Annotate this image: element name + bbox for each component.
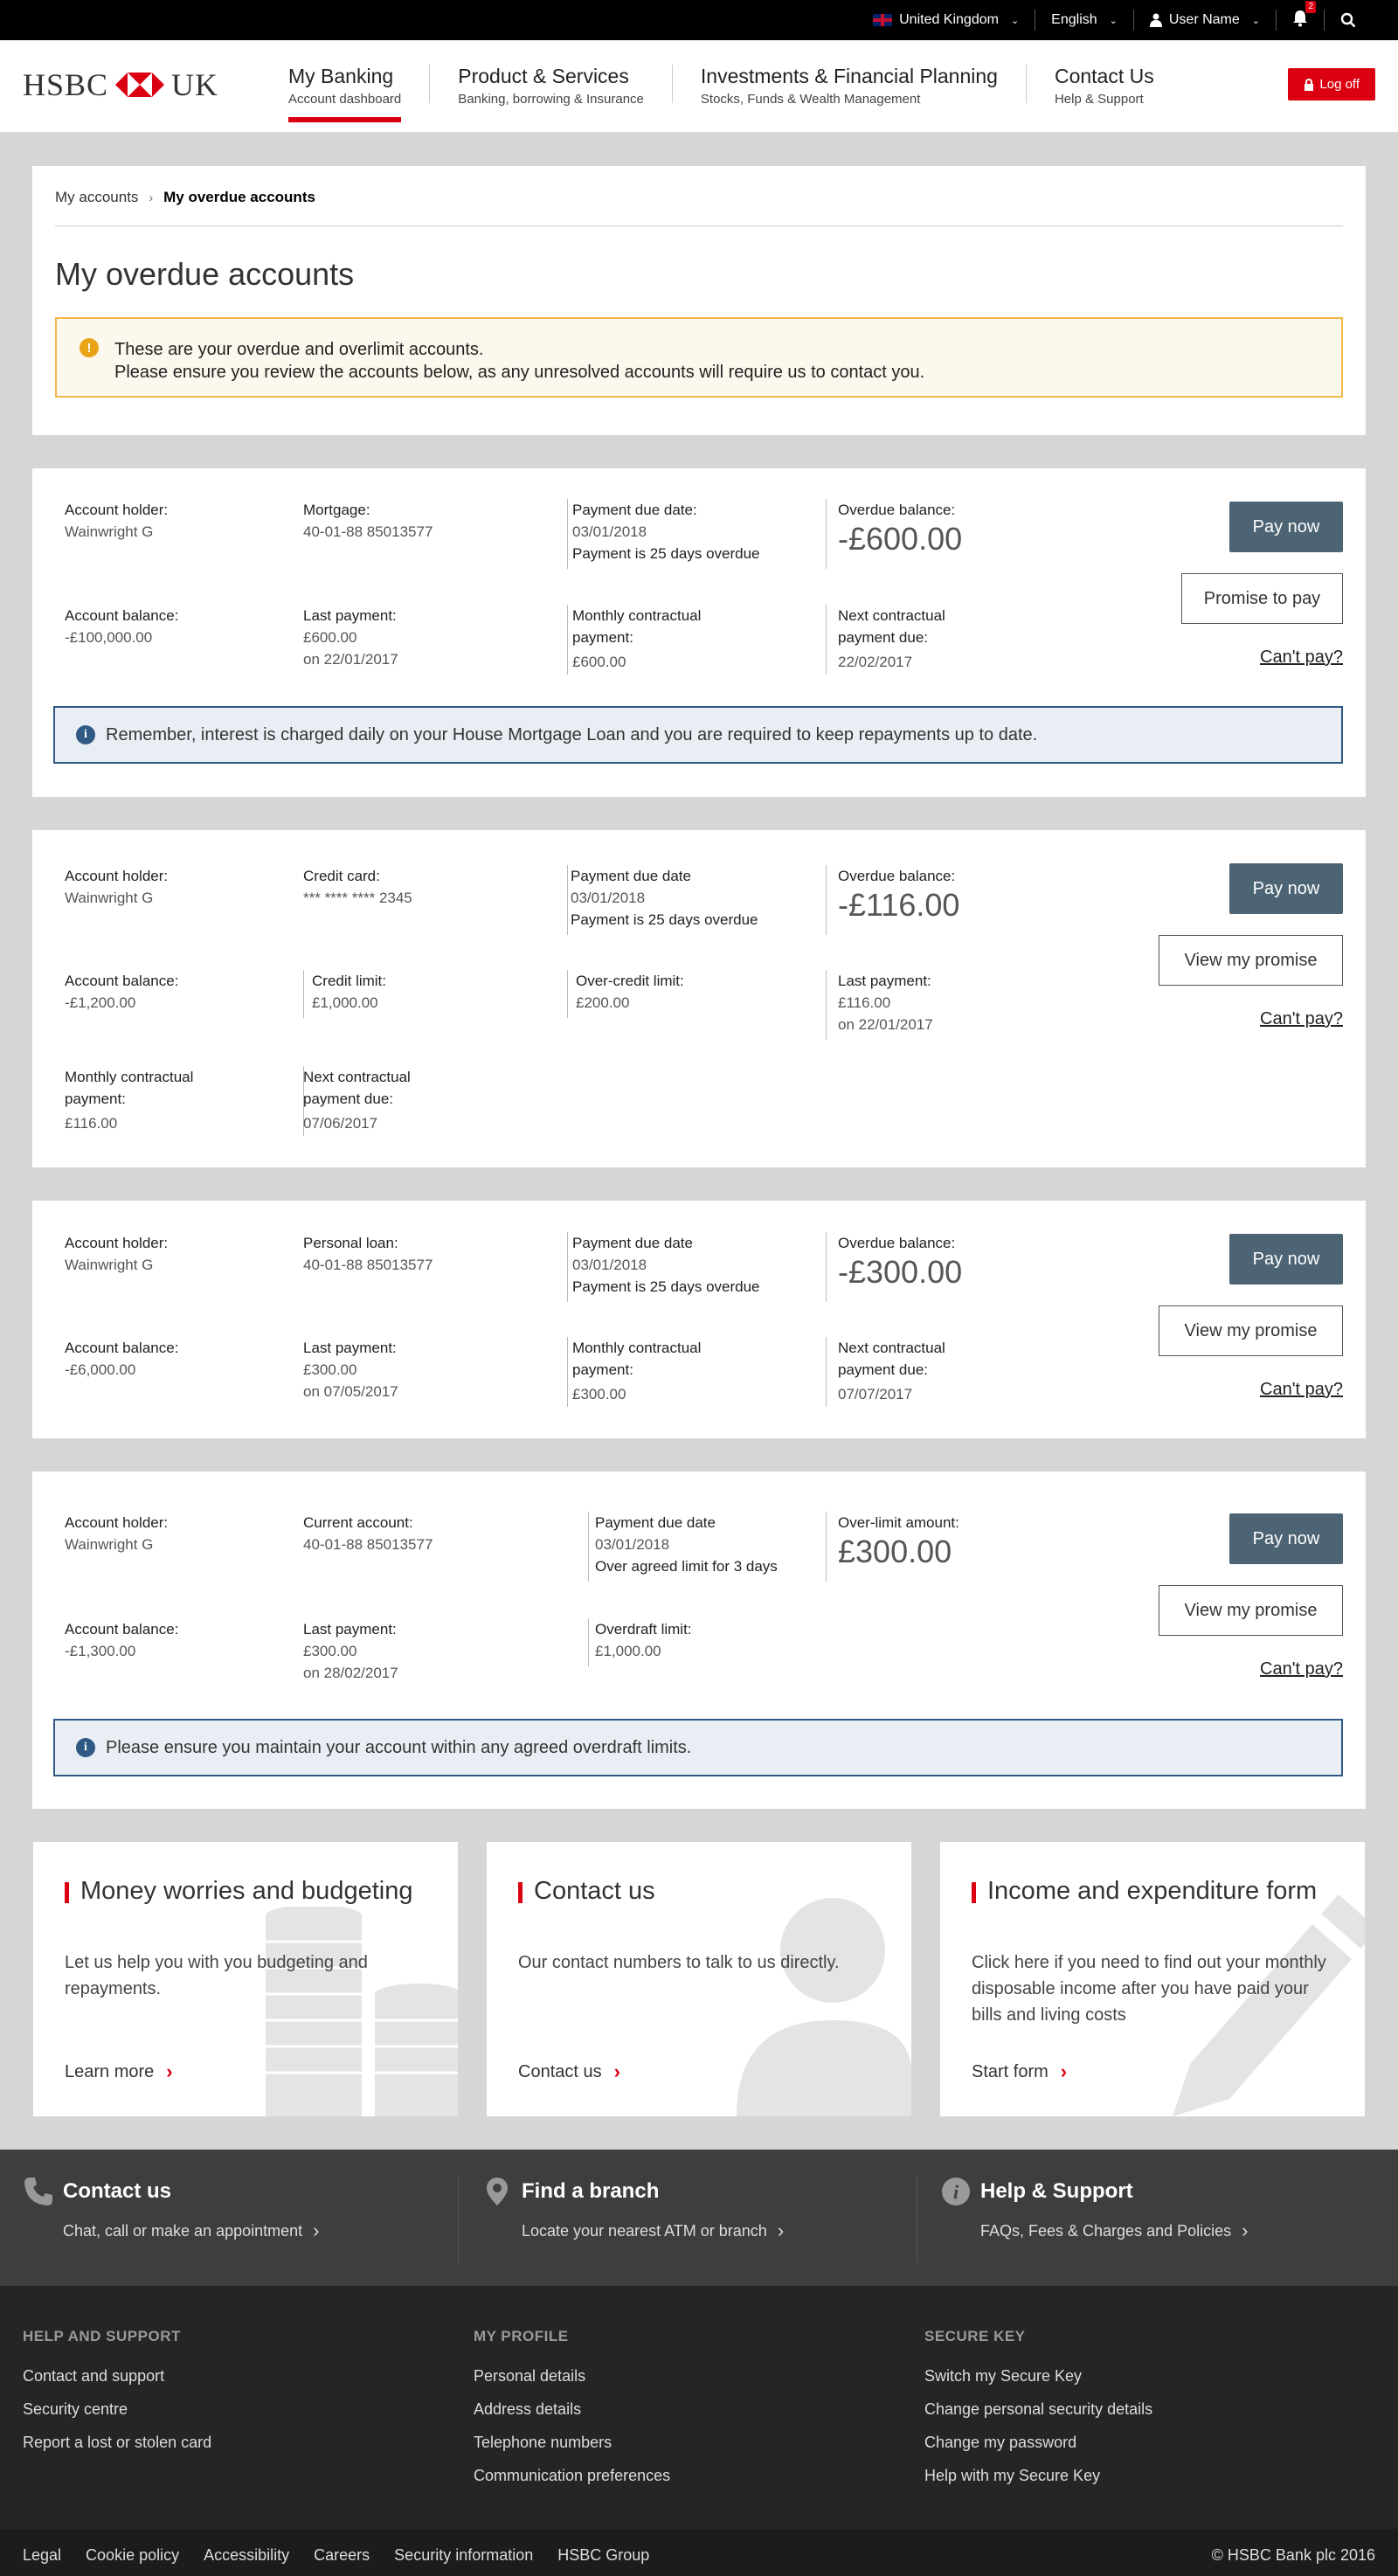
nav-products-services[interactable] [430,65,673,107]
account-card-current-account [32,1472,1366,1809]
logo-text-hsbc: HSBC [23,67,109,102]
user-name-label: User Name [1168,12,1240,27]
warning-line-2: Please ensure you review the accounts below, as any unresolved accounts will require us to contact you. [114,363,925,382]
user-icon [1150,13,1162,27]
field-value: 03/01/2018 [572,1257,647,1273]
field-label: Over-credit limit: [576,973,684,989]
hexagon-logo-icon [115,73,164,97]
pay-now-button[interactable]: Pay now [1229,502,1343,552]
field-label: Next contractual payment due: [303,1069,411,1107]
footer-col-my-profile [474,2328,924,2529]
footer-col-title: SECURE KEY [924,2328,1026,2344]
field-value: -£1,300.00 [65,1643,136,1659]
nav-title: Investments & Financial Planning [700,65,998,87]
promo-income-expenditure [940,1842,1365,2116]
info-text: Remember, interest is charged daily on your House Mortgage Loan and you are required to keep repayments up to date. [106,724,1038,744]
nav-title: Contact Us [1054,65,1154,87]
divider [303,970,304,1018]
field-label: Mortgage: [303,502,370,518]
account-card-personal-loan [32,1201,1366,1438]
divider [567,605,568,675]
field-label: Overdue balance: [838,1235,956,1251]
person-illustration-icon [737,1898,911,2116]
field-label: Payment due date [571,868,691,884]
search-icon [1340,12,1356,28]
field-value: £1,000.00 [312,994,378,1011]
field-value: Wainwright G [65,523,154,540]
divider [567,1232,568,1302]
language-selector[interactable] [1035,10,1134,31]
uk-flag-icon [873,14,892,26]
location-pin-icon [481,2176,513,2207]
field-value: Wainwright G [65,890,154,906]
field-value: 03/01/2018 [595,1536,670,1553]
field-value: 40-01-88 85013577 [303,523,433,540]
pay-now-button[interactable]: Pay now [1229,1513,1343,1564]
page-title: My overdue accounts [55,256,355,292]
logo-text-uk: UK [171,67,219,102]
breadcrumb-current: My overdue accounts [163,189,315,205]
view-my-promise-button[interactable]: View my promise [1159,1585,1343,1636]
payment-due-field [595,1512,778,1577]
info-banner [53,706,1343,764]
chevron-right-icon: › [313,2219,320,2241]
footer-col-title: HELP AND SUPPORT [23,2328,181,2344]
language-label: English [1051,12,1097,27]
field-value: 22/02/2017 [838,654,913,670]
footer-quick-sub: FAQs, Fees & Charges and Policies [980,2221,1232,2240]
promo-contact-us [487,1842,911,2116]
field-label: Account holder: [65,1514,169,1531]
info-icon [940,2176,972,2207]
account-card-mortgage [32,468,1366,797]
footer-legal-link[interactable]: HSBC Group [557,2545,650,2564]
field-value: £116.00 [65,1115,118,1132]
field-value: 03/01/2018 [571,890,646,906]
field-value: 03/01/2018 [572,523,647,540]
pay-now-button[interactable]: Pay now [1229,863,1343,914]
warning-banner [55,317,1343,398]
footer-help-support[interactable] [917,2176,1375,2263]
footer-link[interactable]: Report a lost or stolen card [23,2434,212,2451]
learn-more-link[interactable] [65,2060,173,2083]
account-holder-field [65,499,168,543]
footer-link[interactable]: Change my password [924,2434,1077,2451]
footer-col-help-support [23,2328,474,2529]
promo-title: Money worries and budgeting [65,1877,426,1906]
overdue-balance-field [838,1232,962,1291]
field-label: Account holder: [65,502,169,518]
main-content [0,133,1398,2150]
field-value: £300.00 [303,1643,357,1659]
account-holder-field [65,1512,168,1555]
footer-link[interactable]: Contact and support [23,2367,165,2385]
nav-investments[interactable] [673,65,1027,107]
last-payment-field [303,1337,398,1402]
field-value: £300.00 [303,1361,357,1378]
footer-quick-title: Help & Support [980,2179,1133,2203]
country-selector[interactable] [857,10,1035,31]
footer-link[interactable]: Telephone numbers [474,2434,612,2451]
footer-quick-links [0,2150,1398,2286]
cant-pay-link[interactable]: Can't pay? [1260,1009,1343,1028]
footer-legal-link[interactable]: Security information [394,2545,534,2564]
payment-due-field [572,499,760,564]
start-form-link[interactable] [972,2060,1067,2083]
divider [826,1337,827,1407]
breadcrumb [55,189,1343,226]
field-extra: on 22/01/2017 [838,1016,933,1033]
field-value: 40-01-88 85013577 [303,1257,433,1273]
promo-text: Our contact numbers to talk to us directly. [518,1953,840,1972]
divider [826,1512,827,1582]
overdue-amount: -£600.00 [838,521,963,557]
nav-title: Product & Services [458,65,629,87]
divider [826,605,827,675]
divider [588,1618,589,1666]
field-value: £300.00 [572,1386,626,1402]
padlock-icon [1304,79,1314,91]
field-label: Last payment: [303,607,397,624]
field-value: £1,000.00 [595,1643,661,1659]
link-label: Contact us [518,2061,602,2081]
footer-link[interactable]: Communication preferences [474,2467,671,2484]
last-payment-field [303,1618,398,1684]
field-label: Next contractual payment due: [838,607,945,646]
log-off-button[interactable] [1288,68,1375,100]
field-label: Over-limit amount: [838,1514,959,1531]
breadcrumb-my-accounts[interactable]: My accounts [55,189,139,205]
overdue-amount: -£300.00 [838,1254,963,1290]
over-credit-limit-field [576,970,684,1014]
last-payment-field [303,605,398,670]
field-value: £200.00 [576,994,630,1011]
main-navigation [267,65,1182,107]
link-label: Learn more [65,2061,155,2081]
account-balance-field [65,605,178,648]
divider [588,1512,589,1582]
next-payment-field [838,1337,986,1405]
field-label: Account balance: [65,1340,179,1356]
card-number-field [303,865,412,909]
intro-card [32,166,1366,435]
promise-to-pay-button[interactable]: Promise to pay [1181,573,1343,624]
field-label: Last payment: [838,973,931,989]
chevron-right-icon: › [1242,2219,1249,2241]
monthly-payment-field [65,1066,231,1134]
field-extra: on 07/05/2017 [303,1383,398,1400]
view-my-promise-button[interactable]: View my promise [1159,935,1343,986]
promo-title: Income and expenditure form [972,1877,1333,1906]
info-banner [53,1719,1343,1776]
chevron-right-icon: › [166,2060,173,2082]
nav-subtitle: Stocks, Funds & Wealth Management [700,92,921,107]
last-payment-field [838,970,933,1035]
nav-subtitle: Banking, borrowing & Insurance [458,92,644,107]
field-label: Overdraft limit: [595,1621,692,1638]
loan-number-field [303,1232,433,1276]
promo-text: Let us help you with you budgeting and repayments. [65,1953,368,1998]
divider [826,970,827,1040]
footer-legal-bar [0,2529,1398,2576]
over-limit-amount-field [838,1512,959,1570]
field-value: -£6,000.00 [65,1361,136,1378]
divider [567,865,568,935]
chevron-right-icon: › [777,2219,785,2241]
notifications-button[interactable] [1277,1,1325,31]
account-card-credit-card [32,830,1366,1167]
footer-col-title: MY PROFILE [474,2328,569,2344]
notification-count-badge: 2 [1305,1,1316,13]
cant-pay-link[interactable]: Can't pay? [1260,647,1343,667]
field-value: Wainwright G [65,1536,154,1553]
chevron-down-icon: ⌄ [1010,15,1020,26]
divider [567,970,568,1018]
field-label: Payment due date [595,1514,716,1531]
nav-subtitle: Account dashboard [288,92,402,107]
footer-legal-link[interactable]: Legal [23,2545,62,2564]
country-label: United Kingdom [899,12,999,27]
coins-illustration-icon [266,1907,458,2116]
field-label: Account balance: [65,1621,179,1638]
field-value: £600.00 [572,654,626,670]
monthly-payment-field [572,1337,747,1405]
copyright: © HSBC Bank plc 2016 [1211,2545,1375,2564]
contact-us-link[interactable] [518,2060,620,2083]
field-value: £116.00 [838,994,891,1011]
field-value: £600.00 [303,629,357,646]
phone-icon [23,2176,54,2207]
promo-text: Click here if you need to find out your monthly disposable income after you have paid your bills and living costs [972,1953,1326,2025]
over-limit-amount: £300.00 [838,1534,952,1569]
field-extra: on 22/01/2017 [303,651,398,668]
chevron-right-icon: › [613,2060,620,2082]
nav-contact-us[interactable] [1027,65,1182,107]
overdraft-limit-field [595,1618,692,1662]
field-value: *** **** **** 2345 [303,890,412,906]
credit-limit-field [312,970,386,1014]
info-icon: i [76,725,95,744]
cant-pay-link[interactable]: Can't pay? [1260,1380,1343,1399]
footer-quick-sub: Locate your nearest ATM or branch [522,2221,767,2240]
account-balance-field [65,970,178,1014]
footer-col-secure-key [924,2328,1375,2529]
mortgage-number-field [303,499,433,543]
field-value: 07/07/2017 [838,1386,913,1402]
promo-money-worries [33,1842,458,2116]
field-label: Payment due date: [572,502,697,518]
footer-legal-link[interactable]: Careers [314,2545,370,2564]
monthly-payment-field [572,605,747,673]
overdue-balance-field [838,865,959,924]
field-extra: on 28/02/2017 [303,1665,398,1681]
footer-links [0,2286,1398,2529]
user-menu[interactable] [1134,10,1277,31]
field-value: 07/06/2017 [303,1115,378,1132]
divider [826,499,827,569]
svg-text:i: i [952,2181,959,2203]
field-label: Account holder: [65,868,169,884]
account-balance-field [65,1618,178,1662]
top-utility-bar [0,0,1398,40]
overlimit-note: Over agreed limit for 3 days [595,1558,778,1575]
footer-link[interactable]: Change personal security details [924,2400,1153,2418]
footer-link[interactable]: Security centre [23,2400,128,2418]
overdue-note: Payment is 25 days overdue [571,911,758,928]
payment-due-field [572,1232,760,1298]
field-label: Account balance: [65,973,179,989]
pay-now-button[interactable]: Pay now [1229,1234,1343,1285]
divider [826,865,827,935]
divider [826,1232,827,1302]
info-icon: i [76,1738,95,1757]
overdue-note: Payment is 25 days overdue [572,1278,760,1295]
footer-find-branch[interactable] [459,2176,917,2263]
field-label: Credit limit: [312,973,387,989]
divider [567,499,568,569]
divider [567,1337,568,1407]
hsbc-logo[interactable] [23,66,259,103]
account-balance-field [65,1337,178,1381]
footer-quick-title: Find a branch [522,2179,660,2203]
field-label: Monthly contractual payment: [572,1340,702,1378]
footer-link[interactable]: Switch my Secure Key [924,2367,1083,2385]
nav-my-banking[interactable] [267,65,430,107]
field-value: Wainwright G [65,1257,154,1273]
nav-subtitle: Help & Support [1054,92,1144,107]
footer-contact-us[interactable] [23,2176,459,2263]
footer-quick-sub: Chat, call or make an appointment [63,2221,303,2240]
field-label: Overdue balance: [838,868,956,884]
field-label: Current account: [303,1514,413,1531]
footer-legal-link[interactable]: Accessibility [204,2545,290,2564]
footer-link[interactable]: Personal details [474,2367,586,2385]
nav-title: My Banking [288,65,394,87]
link-label: Start form [972,2061,1048,2081]
overdue-balance-field [838,499,962,557]
field-label: Credit card: [303,868,380,884]
field-value: -£1,200.00 [65,994,136,1011]
next-payment-field [838,605,986,673]
field-label: Overdue balance: [838,502,956,518]
chevron-down-icon: ⌄ [1109,15,1118,26]
overdue-amount: -£116.00 [838,887,960,923]
payment-due-field [571,865,758,931]
field-label: Account holder: [65,1235,169,1251]
field-label: Payment due date [572,1235,693,1251]
warning-line-1: These are your overdue and overlimit accounts. [114,340,484,359]
footer-link[interactable]: Address details [474,2400,582,2418]
cant-pay-link[interactable]: Can't pay? [1260,1659,1343,1679]
search-button[interactable] [1325,10,1372,31]
info-text: Please ensure you maintain your account within any agreed overdraft limits. [106,1737,692,1757]
footer-link[interactable]: Help with my Secure Key [924,2467,1101,2484]
field-label: Monthly contractual payment: [65,1069,194,1107]
log-off-label: Log off [1319,77,1360,92]
field-label: Last payment: [303,1621,397,1638]
footer-legal-link[interactable]: Cookie policy [86,2545,180,2564]
chevron-right-icon: › [1060,2060,1068,2082]
account-holder-field [65,1232,168,1276]
chevron-down-icon: ⌄ [1251,15,1260,26]
field-label: Personal loan: [303,1235,398,1251]
footer-quick-title: Contact us [63,2179,172,2203]
field-label: Last payment: [303,1340,397,1356]
next-payment-field [303,1066,452,1134]
account-holder-field [65,865,168,909]
field-label: Next contractual payment due: [838,1340,945,1378]
field-value: -£100,000.00 [65,629,153,646]
promo-title: Contact us [518,1877,880,1906]
main-header [0,40,1398,133]
field-label: Account balance: [65,607,179,624]
view-my-promise-button[interactable]: View my promise [1159,1305,1343,1356]
exclamation-icon: ! [80,338,99,357]
field-label: Monthly contractual payment: [572,607,702,646]
promo-row [32,1842,1366,2116]
account-number-field [303,1512,433,1555]
overdue-note: Payment is 25 days overdue [572,545,760,562]
field-value: 40-01-88 85013577 [303,1536,433,1553]
chevron-right-icon: › [149,190,154,204]
